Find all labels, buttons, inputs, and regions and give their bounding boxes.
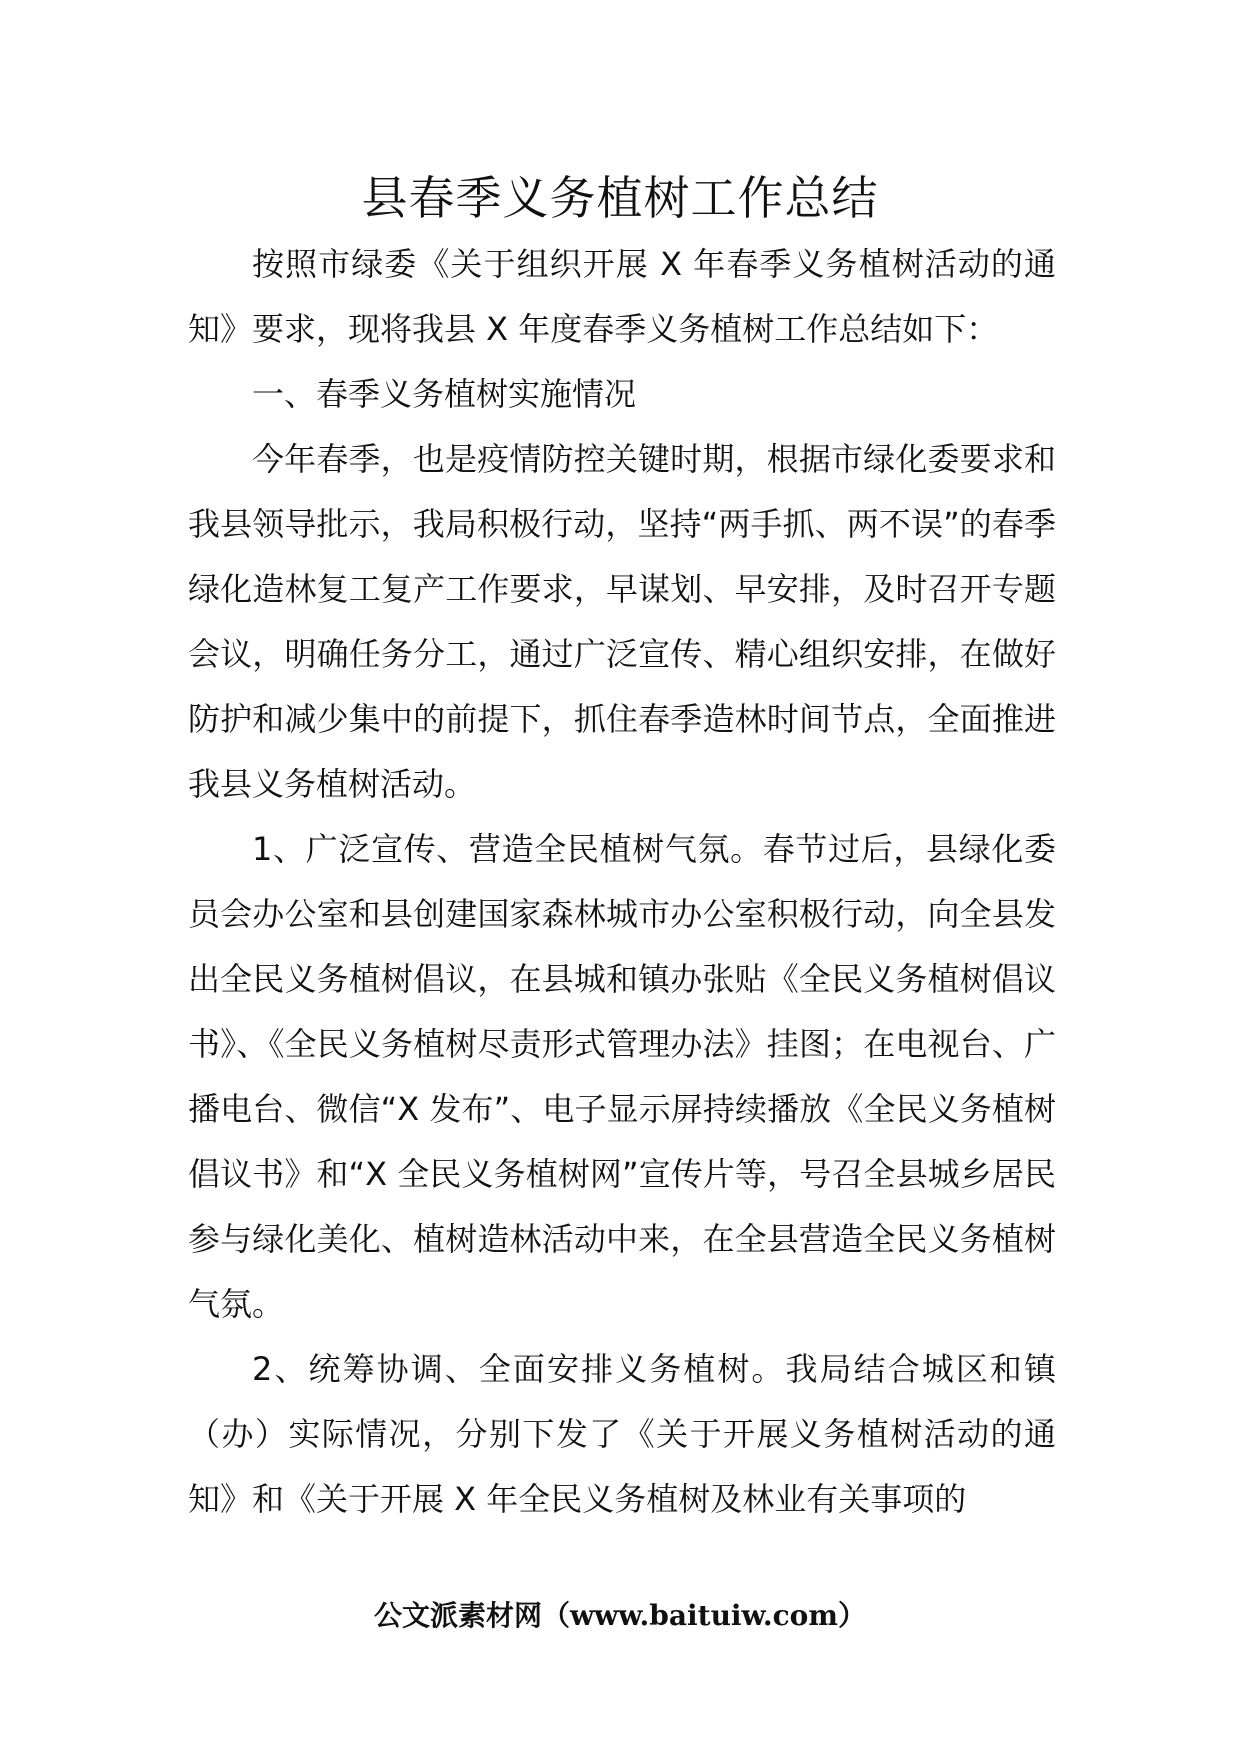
paragraph-intro: 按照市绿委《关于组织开展 X 年春季义务植树活动的通知》要求，现将我县 X 年度春季义务植树工作总结如下： (188, 245, 1056, 348)
document-title: 县春季义务植树工作总结 (361, 171, 879, 225)
paragraph-item-1: 1、广泛宣传、营造全民植树气氛。春节过后，县绿化委员会办公室和县创建国家森林城市办公室积极行动，向全县发出全民义务植树倡议，在县城和镇办张贴《全民义务植树倡议书》、《全民义务植树尽责形式管理办法》挂图；在电视台、广播电台、微信“X 发布”、电子显示屏持续播放《全民义务植树倡议书》和“X 全民义务植树网”宣传片等，号召全县城乡居民参与绿化美化、植树造林活动中来，在全县营造全民义务植树气氛。 (188, 830, 1056, 1323)
paragraph-item-2: 2、统筹协调、全面安排义务植树。我局结合城区和镇（办）实际情况，分别下发了《关于开展义务植树活动的通知》和《关于开展 X 年全民义务植树及林业有关事项的 (188, 1350, 1056, 1518)
section-heading: 一、春季义务植树实施情况 (252, 375, 637, 413)
paragraph-overview: 今年春季，也是疫情防控关键时期，根据市绿化委要求和我县领导批示，我局积极行动，坚持“两手抓、两不误”的春季绿化造林复工复产工作要求，早谋划、早安排，及时召开专题会议，明确任务分工，通过广泛宣传、精心组织安排，在做好防护和减少集中的前提下，抓住春季造林时间节点，全面推进我县义务植树活动。 (188, 440, 1056, 803)
document-body (188, 232, 1056, 1532)
footer-watermark: 公文派素材网（www.baituiw.com） (374, 1599, 866, 1632)
